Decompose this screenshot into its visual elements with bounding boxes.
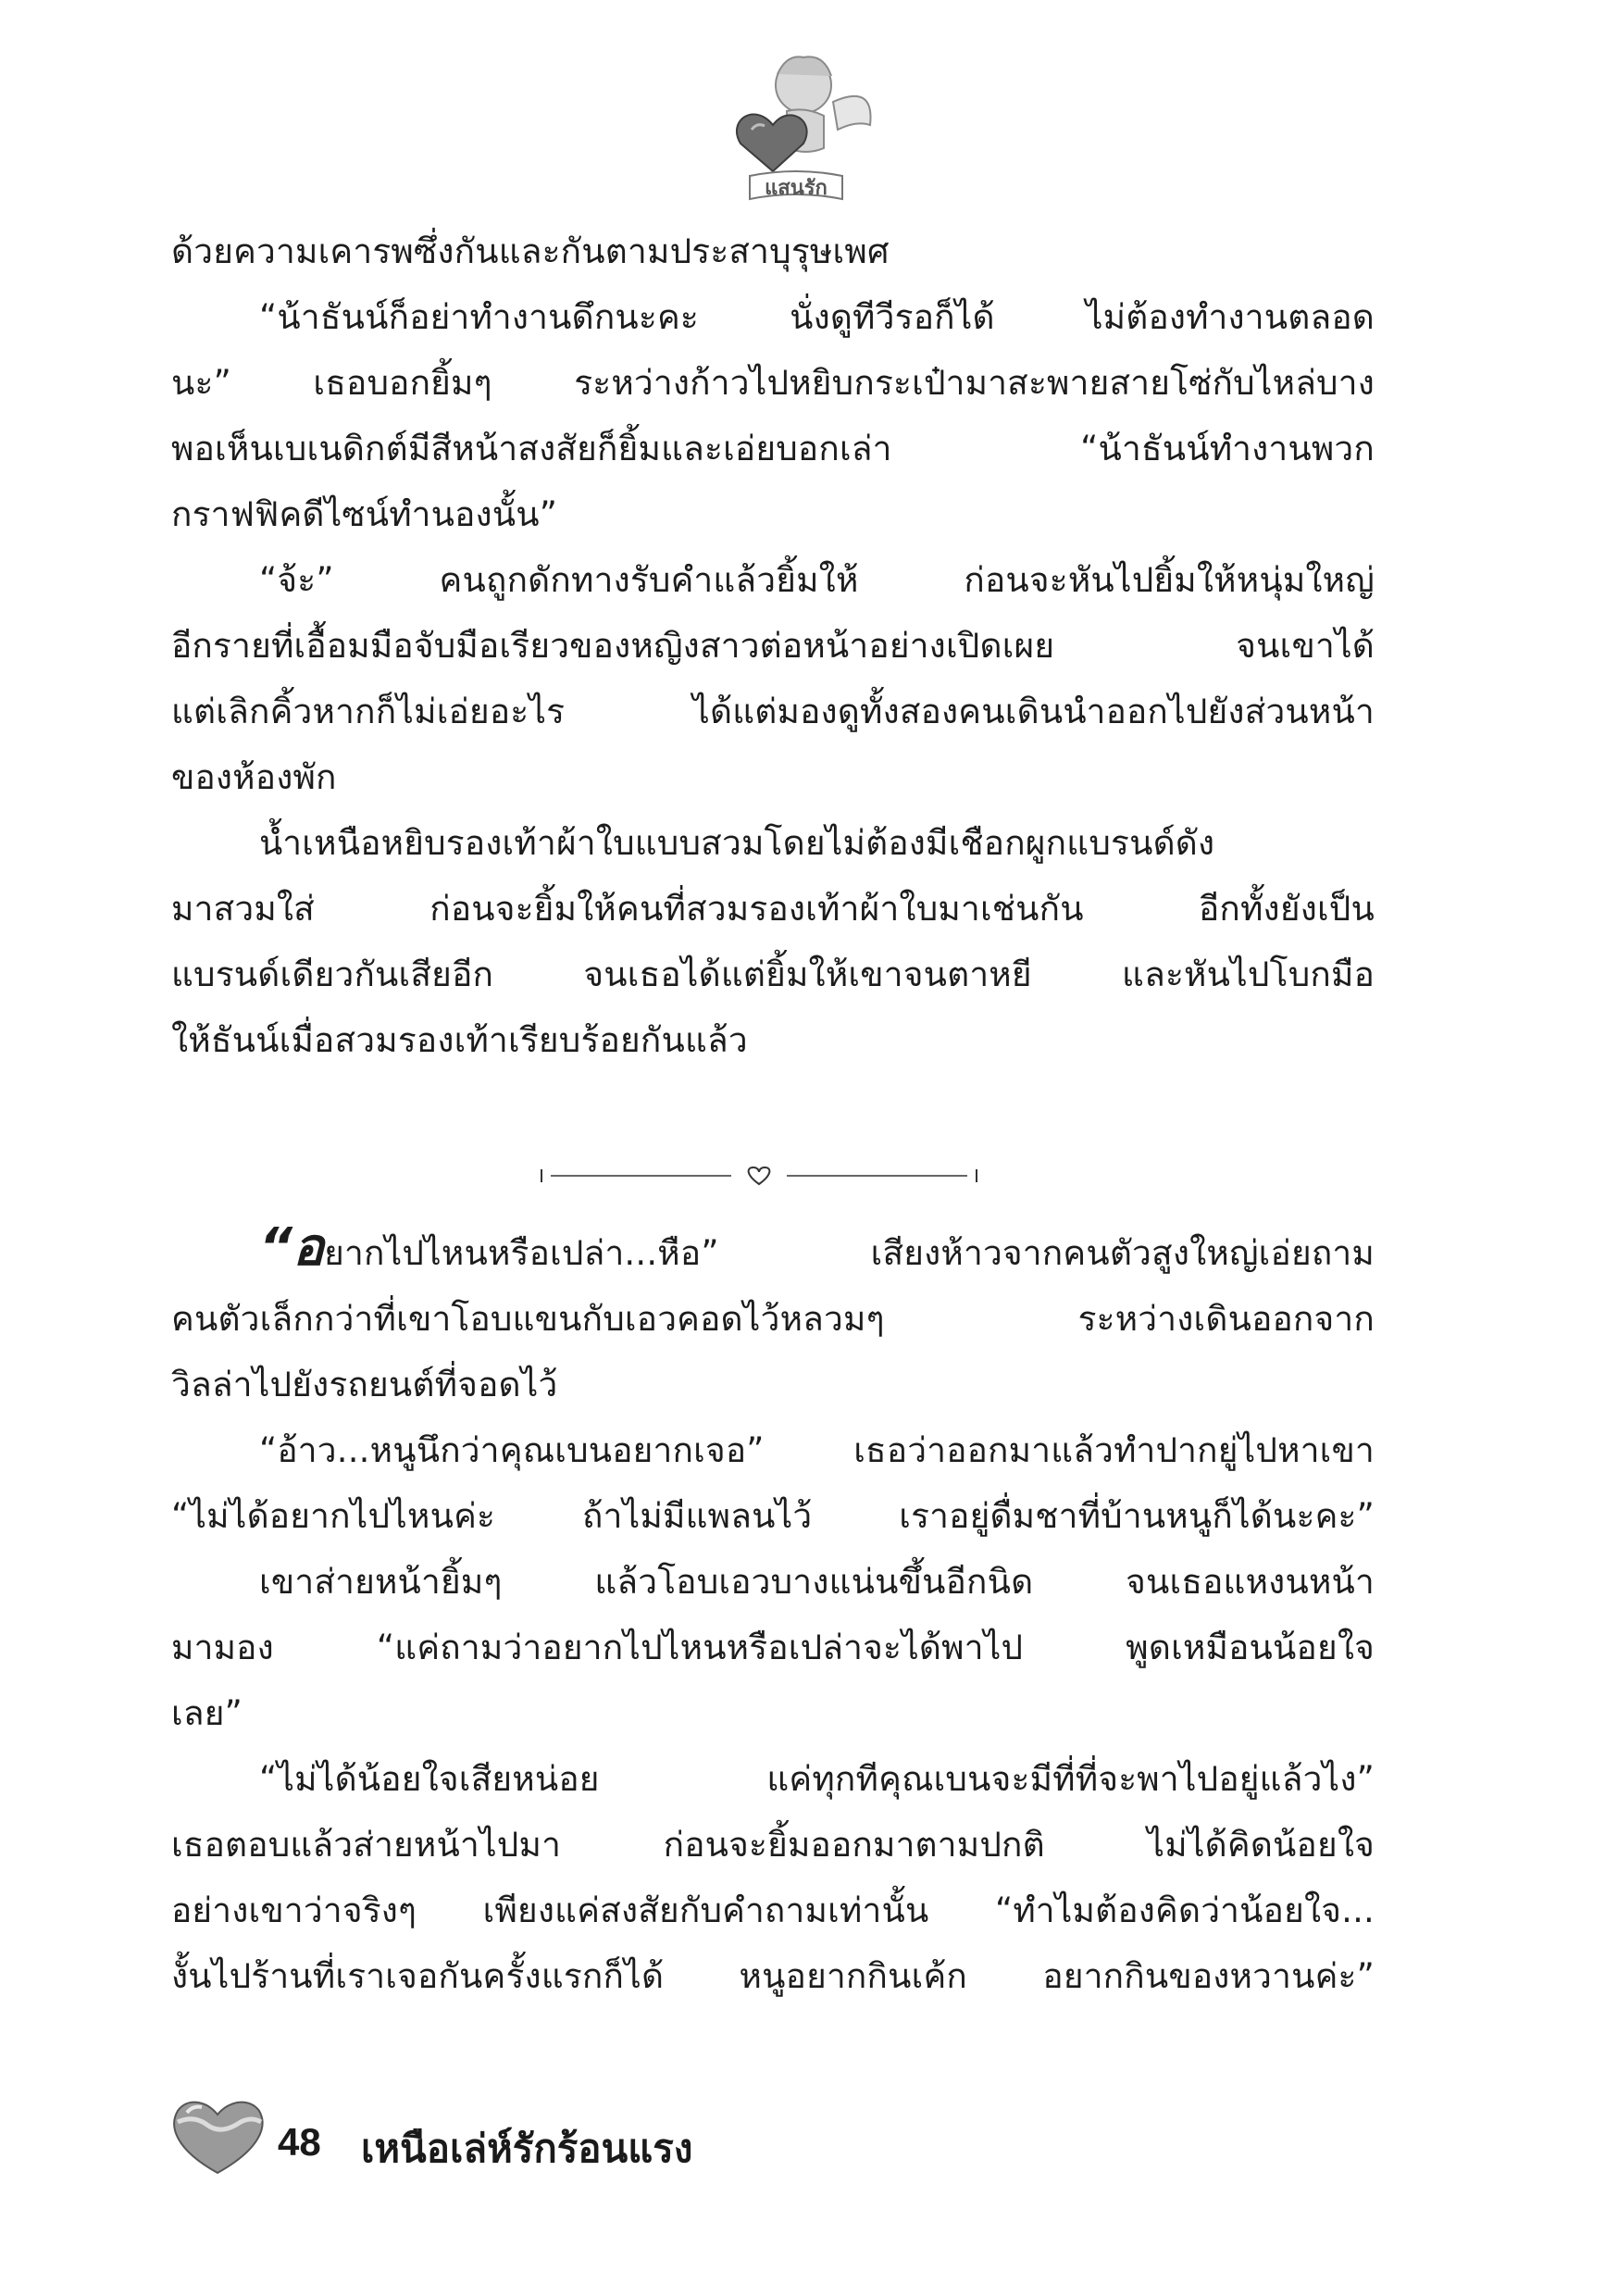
line-19: เขาส่ายหน้ายิ้มๆ แล้วโอบเอวบางแน่นขึ้นอีกนิด จนเธอแหงนหน้า bbox=[259, 1562, 1375, 1602]
line-12: แบรนด์เดียวกันเสียอีก จนเธอได้แต่ยิ้มให้เขาจนตาหยี และหันไปโบกมือ bbox=[171, 955, 1375, 994]
line-13: ให้ธันน์เมื่อสวมรองเท้าเรียบร้อยกันแล้ว bbox=[171, 1020, 748, 1060]
body-text-section-2 bbox=[171, 1217, 1375, 2009]
opening-line bbox=[171, 1217, 1375, 1286]
line-15: คนตัวเล็กกว่าที่เขาโอบแขนกับเอวคอดไว้หลวมๆ ระหว่างเดินออกจาก bbox=[171, 1299, 1375, 1339]
book-title: เหนือเล่ห์รักร้อนแรง bbox=[361, 2126, 693, 2171]
page-number: 48 bbox=[278, 2120, 321, 2164]
opening-line-text: ยากไปไหนหรือเปล่า...หือ” เสียงห้าวจากคนตัวสูงใหญ่เอ่ยถาม bbox=[324, 1233, 1375, 1273]
logo-text: แสนรัก bbox=[765, 177, 828, 200]
line-21: เลย” bbox=[171, 1693, 243, 1733]
line-16: วิลล่าไปยังรถยนต์ที่จอดไว้ bbox=[171, 1365, 558, 1404]
line-10: น้ำเหนือหยิบรองเท้าผ้าใบแบบสวมโดยไม่ต้องมีเชือกผูกแบรนด์ดัง bbox=[259, 823, 1215, 863]
body-text-section-1 bbox=[171, 218, 1375, 1073]
line-9: ของห้องพัก bbox=[171, 757, 337, 797]
line-1: ด้วยความเคารพซึ่งกันและกันตามประสาบุรุษเพศ bbox=[171, 231, 890, 271]
line-6: “จ้ะ” คนถูกดักทางรับคำแล้วยิ้มให้ ก่อนจะหันไปยิ้มให้หนุ่มใหญ่ bbox=[259, 560, 1375, 600]
cupid-heart-logo-icon bbox=[685, 37, 907, 204]
line-23: เธอตอบแล้วส่ายหน้าไปมา ก่อนจะยิ้มออกมาตามปกติ ไม่ได้คิดน้อยใจ bbox=[171, 1825, 1375, 1865]
heart-footer-icon bbox=[167, 2094, 268, 2177]
line-3: นะ” เธอบอกยิ้มๆ ระหว่างก้าวไปหยิบกระเป๋ามาสะพายสายโซ่กับไหล่บาง bbox=[171, 363, 1375, 403]
drop-cap: “อ bbox=[259, 1217, 325, 1278]
heart-divider-icon bbox=[537, 1162, 981, 1190]
line-17: “อ้าว...หนูนึกว่าคุณเบนอยากเจอ” เธอว่าออกมาแล้วทำปากยู่ไปหาเขา bbox=[259, 1430, 1375, 1470]
line-22: “ไม่ได้น้อยใจเสียหน่อย แค่ทุกทีคุณเบนจะมีที่ที่จะพาไปอยู่แล้วไง” bbox=[259, 1759, 1375, 1799]
line-4: พอเห็นเบเนดิกต์มีสีหน้าสงสัยก็ยิ้มและเอ่ยบอกเล่า “น้าธันน์ทำงานพวก bbox=[171, 429, 1375, 468]
line-8: แต่เลิกคิ้วหากก็ไม่เอ่ยอะไร ได้แต่มองดูทั้งสองคนเดินนำออกไปยังส่วนหน้า bbox=[171, 692, 1375, 731]
line-11: มาสวมใส่ ก่อนจะยิ้มให้คนที่สวมรองเท้าผ้าใบมาเช่นกัน อีกทั้งยังเป็น bbox=[171, 889, 1375, 929]
line-5: กราฟฟิคดีไซน์ทำนองนั้น” bbox=[171, 494, 558, 534]
line-18: “ไม่ได้อยากไปไหนค่ะ ถ้าไม่มีแพลนไว้ เราอยู่ดื่มชาที่บ้านหนูก็ได้นะคะ” bbox=[171, 1496, 1375, 1536]
line-25: งั้นไปร้านที่เราเจอกันครั้งแรกก็ได้ หนูอยากกินเค้ก อยากกินของหวานค่ะ” bbox=[171, 1956, 1375, 1996]
line-2: “น้าธันน์ก็อย่าทำงานดึกนะคะ นั่งดูทีวีรอก็ได้ ไม่ต้องทำงานตลอด bbox=[259, 297, 1375, 337]
line-20: มามอง “แค่ถามว่าอยากไปไหนหรือเปล่าจะได้พาไป พูดเหมือนน้อยใจ bbox=[171, 1628, 1375, 1667]
line-7: อีกรายที่เอื้อมมือจับมือเรียวของหญิงสาวต่อหน้าอย่างเปิดเผย จนเขาได้ bbox=[171, 626, 1375, 666]
line-24: อย่างเขาว่าจริงๆ เพียงแค่สงสัยกับคำถามเท่านั้น “ทำไมต้องคิดว่าน้อยใจ... bbox=[171, 1890, 1375, 1930]
